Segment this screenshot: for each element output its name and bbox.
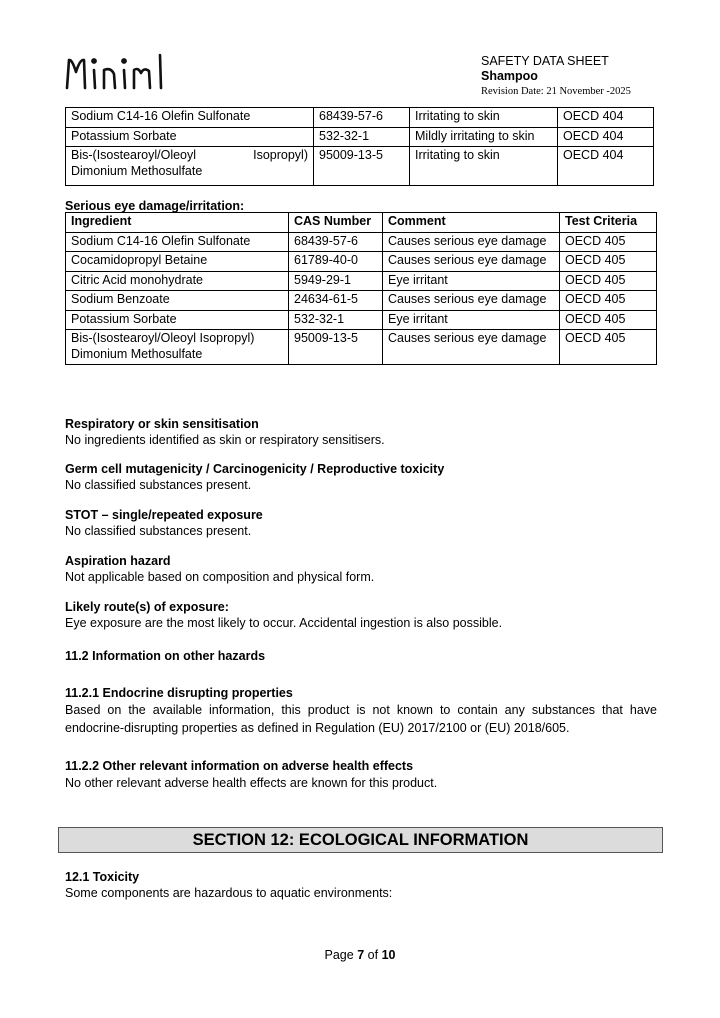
sensitisation-section <box>65 416 657 448</box>
aspiration-heading: Aspiration hazard <box>65 554 171 568</box>
endocrine-section <box>65 685 657 737</box>
germ-cell-text: No classified substances present. <box>65 478 252 492</box>
doc-type: SAFETY DATA SHEET <box>481 54 609 68</box>
table-row <box>66 127 654 147</box>
stot-text: No classified substances present. <box>65 524 252 538</box>
sensitisation-text: No ingredients identified as skin or respiratory sensitisers. <box>65 433 385 447</box>
table-row <box>66 147 654 186</box>
comment-cell: Causes serious eye damage <box>383 252 560 272</box>
exposure-route-heading: Likely route(s) of exposure: <box>65 600 229 614</box>
aspiration-section <box>65 553 657 585</box>
comment-cell: Eye irritant <box>383 271 560 291</box>
criteria-cell: OECD 404 <box>558 147 654 186</box>
ingredient-cell: Sodium Benzoate <box>66 291 289 311</box>
eye-damage-table <box>65 212 657 365</box>
criteria-cell: OECD 405 <box>560 252 657 272</box>
cas-cell: 532-32-1 <box>289 310 383 330</box>
cas-cell: 68439-57-6 <box>289 232 383 252</box>
revision-date: Revision Date: 21 November -2025 <box>481 86 631 97</box>
heading-11-2-2: 11.2.2 Other relevant information on adverse health effects <box>65 759 414 773</box>
comment-cell: Eye irritant <box>383 310 560 330</box>
table-row <box>66 291 657 311</box>
comment-cell: Causes serious eye damage <box>383 330 560 365</box>
page-number: Page 7 of 10 <box>324 948 396 962</box>
comment-cell: Mildly irritating to skin <box>410 127 558 147</box>
table-row <box>66 232 657 252</box>
miniml-logo <box>64 50 174 92</box>
germ-cell-section <box>65 461 657 493</box>
aspiration-text: Not applicable based on composition and physical form. <box>65 570 375 584</box>
ingredient-cell: Bis-(Isostearoyl/Oleoyl Isopropyl) Dimonium Methosulfate <box>66 330 289 365</box>
table-row <box>66 108 654 128</box>
cas-cell: 68439-57-6 <box>314 108 410 128</box>
heading-12-1: 12.1 Toxicity <box>65 870 140 884</box>
stot-section <box>65 507 657 539</box>
other-effects-section <box>65 758 657 792</box>
criteria-cell: OECD 405 <box>560 232 657 252</box>
ingredient-cell: Citric Acid monohydrate <box>66 271 289 291</box>
criteria-cell: OECD 405 <box>560 291 657 311</box>
stot-heading: STOT – single/repeated exposure <box>65 508 263 522</box>
comment-cell: Irritating to skin <box>410 147 558 186</box>
cas-cell: 24634-61-5 <box>289 291 383 311</box>
table-row <box>66 310 657 330</box>
other-effects-text: No other relevant adverse health effects are known for this product. <box>65 776 438 790</box>
toxicity-section <box>65 869 657 901</box>
criteria-cell: OECD 405 <box>560 310 657 330</box>
cas-cell: 532-32-1 <box>314 127 410 147</box>
exposure-route-text: Eye exposure are the most likely to occur. Accidental ingestion is also possible. <box>65 616 503 630</box>
comment-cell: Irritating to skin <box>410 108 558 128</box>
table-row <box>66 252 657 272</box>
section-12-title: SECTION 12: ECOLOGICAL INFORMATION <box>58 827 663 853</box>
current-page: 7 <box>357 948 365 962</box>
germ-cell-heading: Germ cell mutagenicity / Carcinogenicity / Reproductive toxicity <box>65 462 445 476</box>
ingredient-cell: Cocamidopropyl Betaine <box>66 252 289 272</box>
col-ingredient: Ingredient <box>66 213 289 233</box>
criteria-cell: OECD 404 <box>558 108 654 128</box>
criteria-cell: OECD 405 <box>560 271 657 291</box>
heading-11-2-1: 11.2.1 Endocrine disrupting properties <box>65 686 293 700</box>
col-cas: CAS Number <box>289 213 383 233</box>
sensitisation-heading: Respiratory or skin sensitisation <box>65 417 259 431</box>
toxicity-text: Some components are hazardous to aquatic environments: <box>65 886 393 900</box>
document-header <box>481 54 631 99</box>
ingredient-cell: Potassium Sorbate <box>66 310 289 330</box>
table-row <box>66 271 657 291</box>
ingredient-cell: Sodium C14-16 Olefin Sulfonate <box>66 232 289 252</box>
cas-cell: 61789-40-0 <box>289 252 383 272</box>
criteria-cell: OECD 404 <box>558 127 654 147</box>
exposure-route-section <box>65 599 657 631</box>
criteria-cell: OECD 405 <box>560 330 657 365</box>
cas-cell: 95009-13-5 <box>314 147 410 186</box>
heading-11-2: 11.2 Information on other hazards <box>65 649 266 663</box>
ingredient-cell: Bis-(Isostearoyl/Oleoyl Isopropyl) Dimonium Methosulfate <box>66 147 314 186</box>
col-criteria: Test Criteria <box>560 213 657 233</box>
skin-irritation-table <box>65 107 654 186</box>
total-pages: 10 <box>381 948 396 962</box>
ingredient-cell: Potassium Sorbate <box>66 127 314 147</box>
ingredient-cell: Sodium C14-16 Olefin Sulfonate <box>66 108 314 128</box>
comment-cell: Causes serious eye damage <box>383 291 560 311</box>
product-name: Shampoo <box>481 69 538 83</box>
table-row <box>66 330 657 365</box>
cas-cell: 95009-13-5 <box>289 330 383 365</box>
cas-cell: 5949-29-1 <box>289 271 383 291</box>
table-header-row <box>66 213 657 233</box>
col-comment: Comment <box>383 213 560 233</box>
eye-damage-heading: Serious eye damage/irritation: <box>65 199 245 213</box>
endocrine-text: Based on the available information, this product is not known to contain any substances that have endocrine-disrupting properties as defined in Regulation (EU) 2017/2100 or (EU) 2018/605. <box>65 703 657 735</box>
comment-cell: Causes serious eye damage <box>383 232 560 252</box>
